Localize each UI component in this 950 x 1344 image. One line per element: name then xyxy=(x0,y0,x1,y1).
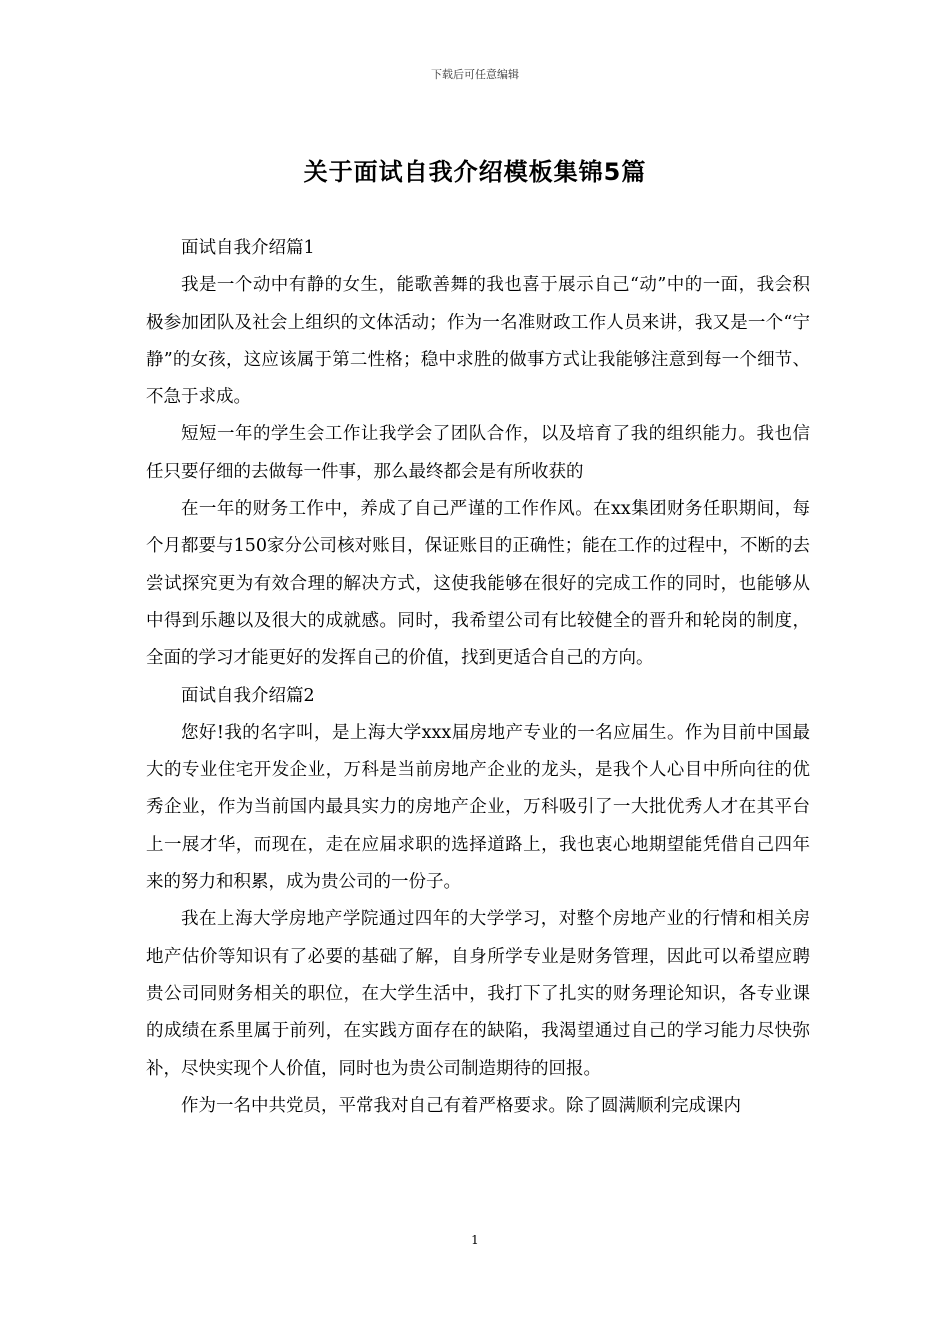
paragraph: 我在上海大学房地产学院通过四年的大学学习，对整个房地产业的行情和相关房地产估价等知识有了必要的基础了解，自身所学专业是财务管理，因此可以希望应聘贵公司同财务相关的职位，在大学生活中，我打下了扎实的财务理论知识，各专业课的成绩在系里属于前列，在实践方面存在的缺陷，我渴望通过自己的学习能力尽快弥补，尽快实现个人价值，同时也为贵公司制造期待的回报。 xyxy=(146,909,810,1079)
document-body xyxy=(146,230,810,1125)
paragraph: 在一年的财务工作中，养成了自己严谨的工作作风。在xx集团财务任职期间，每个月都要与150家分公司核对账目，保证账目的正确性；能在工作的过程中，不断的去尝试探究更为有效合理的解决方式，这使我能够在很好的完成工作的同时，也能够从中得到乐趣以及很大的成就感。同时，我希望公司有比较健全的晋升和轮岗的制度，全面的学习才能更好的发挥自己的价值，找到更适合自己的方向。 xyxy=(146,499,810,669)
page-number: 1 xyxy=(471,1233,479,1247)
paragraph: 我是一个动中有静的女生，能歌善舞的我也喜于展示自己“动”中的一面，我会积极参加团队及社会上组织的文体活动；作为一名准财政工作人员来讲，我又是一个“宁静”的女孩，这应该属于第二性格；稳中求胜的做事方式让我能够注意到每一个细节、不急于求成。 xyxy=(146,275,810,408)
paragraph: 作为一名中共党员，平常我对自己有着严格要求。除了圆满顺利完成课内 xyxy=(181,1095,741,1116)
paragraph: 短短一年的学生会工作让我学会了团队合作，以及培育了我的组织能力。我也信任只要仔细的去做每一件事，那么最终都会是有所收获的 xyxy=(146,424,810,482)
section-heading: 面试自我介绍篇2 xyxy=(181,685,315,706)
paragraph: 您好!我的名字叫，是上海大学xxx届房地产专业的一名应届生。作为目前中国最大的专业住宅开发企业，万科是当前房地产企业的龙头，是我个人心目中所向往的优秀企业，作为当前国内最具实力的房地产企业，万科吸引了一大批优秀人才在其平台上一展才华，而现在，走在应届求职的选择道路上，我也衷心地期望能凭借自己四年来的努力和积累，成为贵公司的一份子。 xyxy=(146,722,810,893)
section-heading: 面试自我介绍篇1 xyxy=(181,238,315,258)
document-title: 关于面试自我介绍模板集锦5篇 xyxy=(303,158,647,186)
page-header: 下载后可任意编辑 xyxy=(431,68,519,81)
